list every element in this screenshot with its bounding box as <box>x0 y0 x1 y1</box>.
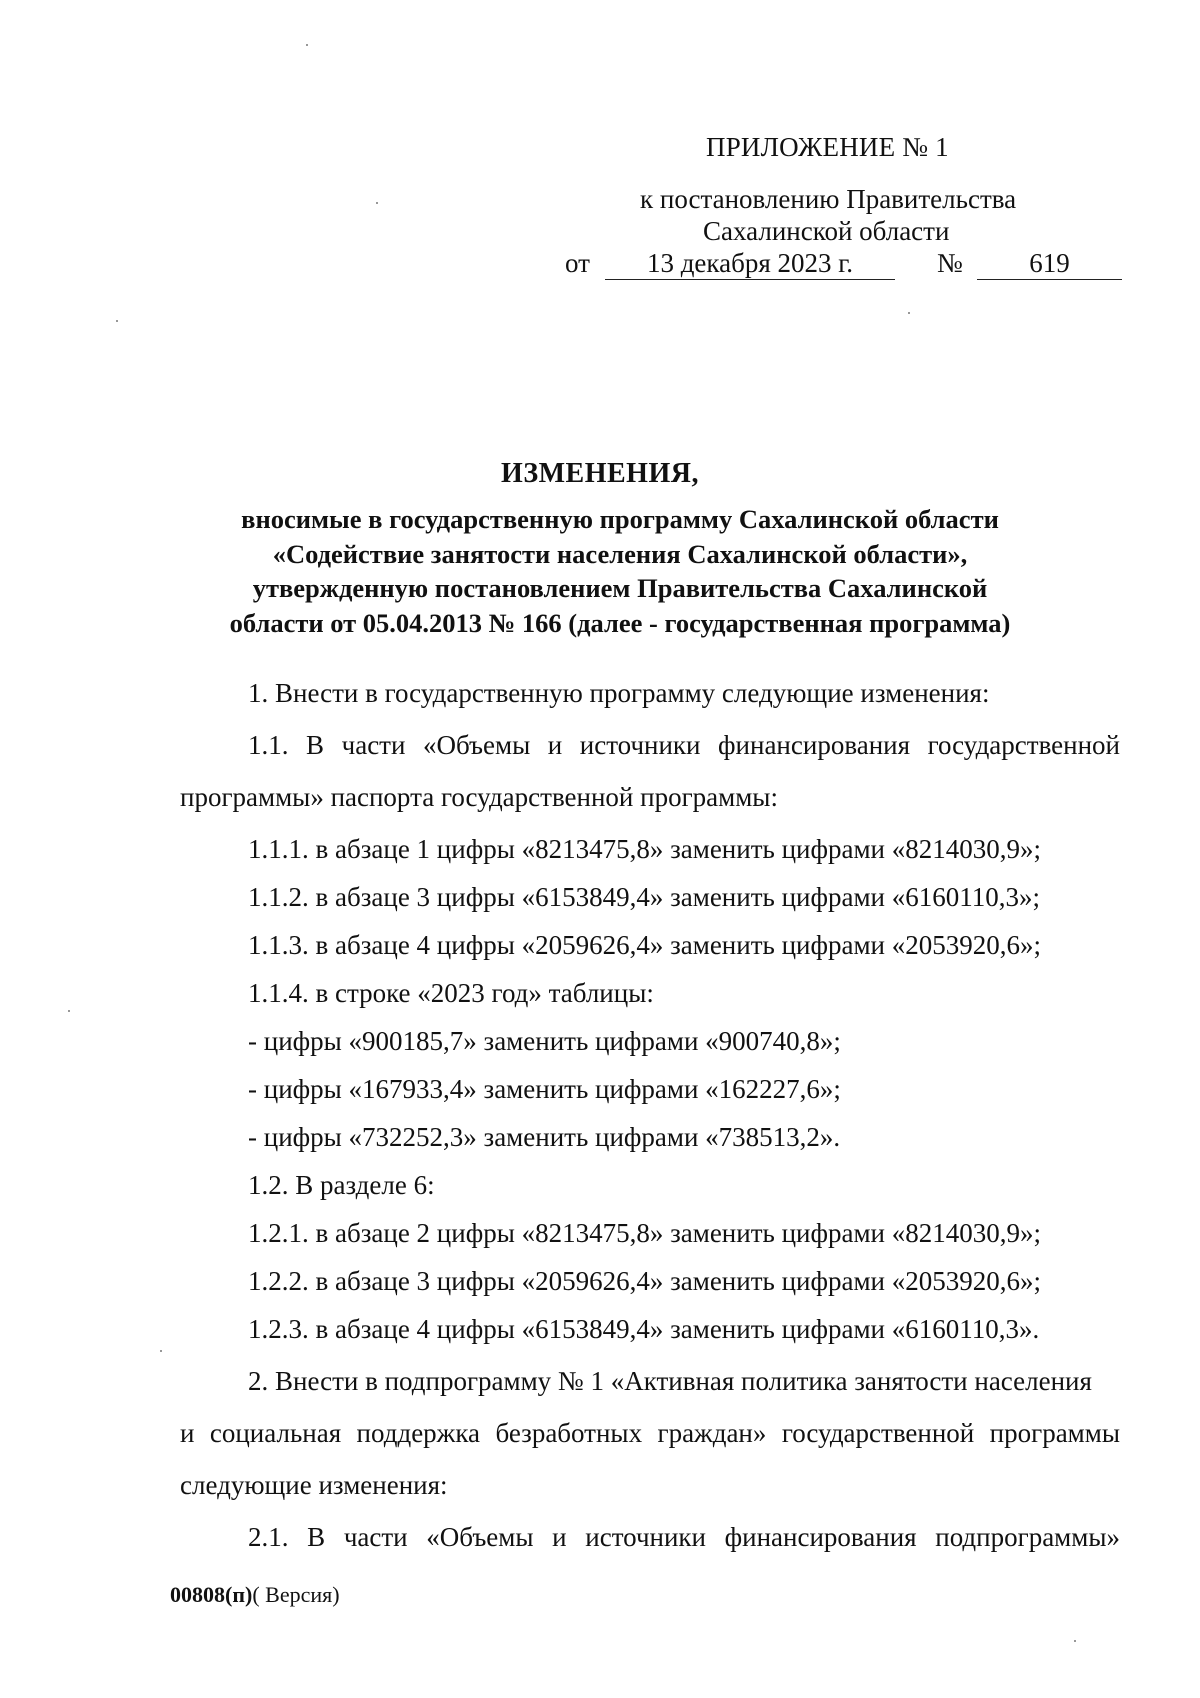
paragraph-1-1-line-2: программы» паспорта государственной программы: <box>180 782 778 812</box>
paragraph-2-line-2: и социальная поддержка безработных граждан» государственной программы <box>180 1418 1120 1448</box>
paragraph-1-2: 1.2. В разделе 6: <box>248 1170 435 1200</box>
date-number-row <box>565 248 1125 284</box>
from-label: от <box>565 248 590 278</box>
subtitle-line: вносимые в государственную программу Сахалинской области <box>241 504 999 534</box>
resolution-number: 619 <box>977 248 1122 280</box>
scan-speck <box>306 44 308 46</box>
scan-speck <box>116 320 118 322</box>
paragraph-1-2-1: 1.2.1. в абзаце 2 цифры «8213475,8» заменить цифрами «8214030,9»; <box>248 1218 1041 1248</box>
document-version: ( Версия) <box>252 1582 340 1607</box>
paragraph-1-2-2: 1.2.2. в абзаце 3 цифры «2059626,4» заменить цифрами «2053920,6»; <box>248 1266 1041 1296</box>
paragraph-2-line-3: следующие изменения: <box>180 1470 448 1500</box>
paragraph-1-1-3: 1.1.3. в абзаце 4 цифры «2059626,4» заменить цифрами «2053920,6»; <box>248 930 1041 960</box>
dash-item-3: - цифры «732252,3» заменить цифрами «738513,2». <box>248 1122 841 1152</box>
resolution-date: 13 декабря 2023 г. <box>605 248 895 280</box>
paragraph-2-1: 2.1. В части «Объемы и источники финансирования подпрограммы» <box>248 1522 1120 1552</box>
paragraph-1-1-4: 1.1.4. в строке «2023 год» таблицы: <box>248 978 654 1008</box>
paragraph-1-1-line-1: 1.1. В части «Объемы и источники финансирования государственной <box>248 730 1120 760</box>
document-subtitle <box>200 502 1040 640</box>
scan-speck <box>68 1010 70 1012</box>
scan-speck <box>1074 1640 1076 1642</box>
subtitle-line: области от 05.04.2013 № 166 (далее - государственная программа) <box>229 607 1011 638</box>
number-label: № <box>937 248 963 278</box>
document-code: 00808(п) <box>170 1582 253 1607</box>
document-title: ИЗМЕНЕНИЯ, <box>501 458 699 489</box>
appendix-heading: ПРИЛОЖЕНИЕ № 1 <box>706 132 949 162</box>
paragraph-1: 1. Внести в государственную программу следующие изменения: <box>248 678 990 708</box>
paragraph-2-line-1: 2. Внести в подпрограмму № 1 «Активная политика занятости населения <box>248 1366 1092 1396</box>
dash-item-2: - цифры «167933,4» заменить цифрами «162227,6»; <box>248 1074 841 1104</box>
region-name: Сахалинской области <box>703 216 950 246</box>
resolution-reference: к постановлению Правительства <box>640 184 1017 214</box>
subtitle-line: «Содействие занятости населения Сахалинской области», <box>272 538 968 569</box>
dash-item-1: - цифры «900185,7» заменить цифрами «900740,8»; <box>248 1026 841 1056</box>
document-code-footer <box>170 1582 340 1608</box>
paragraph-1-2-3: 1.2.3. в абзаце 4 цифры «6153849,4» заменить цифрами «6160110,3». <box>248 1314 1040 1344</box>
scan-speck <box>908 312 910 314</box>
scan-speck <box>160 1350 162 1352</box>
subtitle-line: утвержденную постановлением Правительства Сахалинской <box>252 573 988 603</box>
paragraph-1-1-1: 1.1.1. в абзаце 1 цифры «8213475,8» заменить цифрами «8214030,9»; <box>248 834 1041 864</box>
paragraph-1-1-2: 1.1.2. в абзаце 3 цифры «6153849,4» заменить цифрами «6160110,3»; <box>248 882 1040 912</box>
scan-speck <box>376 202 378 204</box>
